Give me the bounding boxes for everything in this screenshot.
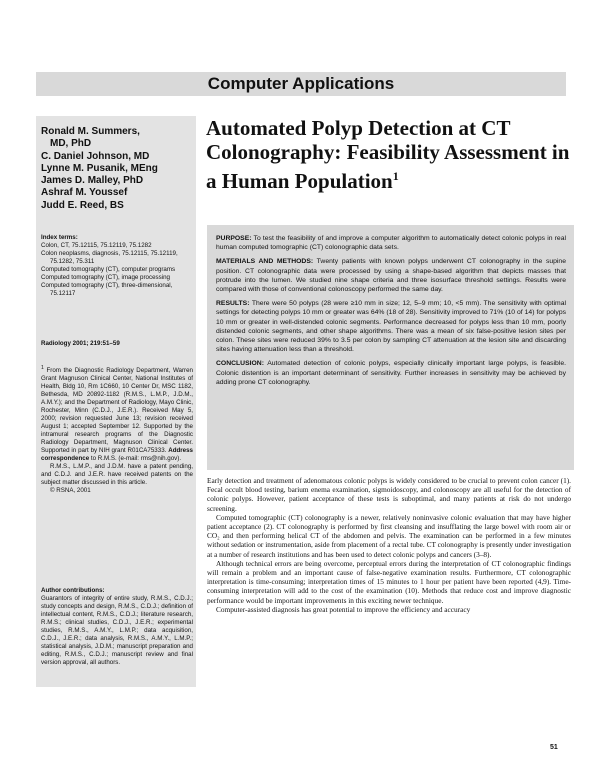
author-line: Ronald M. Summers, bbox=[41, 126, 140, 137]
index-terms-heading: Index terms: bbox=[41, 234, 78, 241]
abstract-paragraph bbox=[216, 299, 566, 354]
author-line: MD, PhD bbox=[50, 138, 92, 150]
abstract-text: Automated detection of colonic polyps, especially clinically important large polyps, is feasible. Colonic distention is an important determinant of sensitivity. Further increases in sensitivity may be achieved by adding prone CT colonography. bbox=[216, 360, 567, 386]
abstract-text: To test the feasibility of and improve a computer algorithm to automatically detect colonic polyps in real human computed tomographic (CT) colonographic data sets. bbox=[216, 235, 567, 252]
section-title: Computer Applications bbox=[207, 74, 395, 93]
author-line: James D. Malley, PhD bbox=[41, 175, 144, 187]
index-term: Computed tomography (CT), three-dimensional, 75.12117 bbox=[41, 282, 173, 297]
affiliation-text: From the Diagnostic Radiology Department, Warren Grant Magnuson Clinical Center, National Institutes of Health, Bldg 10, Rm 1C660, 10 Center Dr, MSC 1182, Bethesda, MD 20892-1182 (R.M.S., L.M.P., J.D.M., A.M.Y.); and the Department of Radiology, Mayo Clinic, Rochester, Minn (C.D.J., J.E.R.). Received May 5, 2000; revision requested June 13; revision received August 1; accepted September 12. Supported by the intramural research programs of the Diagnostic Radiology Department, Magnuson Clinical Center. Supported in part by NIH grant R01CA75333. bbox=[41, 367, 193, 455]
body-paragraph: Computer-assisted diagnosis has great potential to improve the efficiency and accuracy bbox=[216, 604, 471, 614]
abstract-paragraph bbox=[216, 234, 566, 252]
abstract-label: PURPOSE: bbox=[216, 235, 252, 242]
contributions-heading: Author contributions: bbox=[41, 587, 105, 594]
author-line: Ashraf M. Youssef bbox=[41, 187, 128, 199]
abstract bbox=[216, 234, 566, 392]
article-title-text: Automated Polyp Detection at CT Colonography: Feasibility Assessment in a Human Population bbox=[206, 116, 570, 193]
body-paragraph: Early detection and treatment of adenomatous colonic polyps is widely considered to be crucial to prevent colon cancer (1). Fecal occult blood testing, barium enema examination, sigmoidoscopy, and colonoscopy are all useful for the detection of colonic polyps. However, patient acceptance of these tests is suboptimal, and many patients at risk do not undergo screening. bbox=[207, 476, 571, 513]
correspondence-text: to R.M.S. (e-mail: rms@nih.gov). bbox=[90, 455, 182, 463]
article-title bbox=[206, 116, 576, 193]
index-term: Computed tomography (CT), computer programs bbox=[41, 266, 176, 273]
article-body bbox=[207, 476, 571, 614]
citation: Radiology 2001; 219:51–59 bbox=[41, 340, 120, 347]
index-term: Colon neoplasms, diagnosis, 75.12115, 75.12119, 75.1282, 75.311 bbox=[41, 250, 178, 265]
abstract-text: Twenty patients with known polyps underwent CT colonography in the supine position. CT colonographic data were processed by using a shape-based algorithm that depicts masses that protrude into the lumen. We studied nine shape criteria and three isosurface threshold settings. Results were compared with those of conventional colonoscopy performed the same day. bbox=[216, 258, 566, 294]
author-line: Lynne M. Pusanik, MEng bbox=[41, 162, 158, 174]
abstract-text: There were 50 polyps (28 were ≥10 mm in size; 12, 5–9 mm; 10, <5 mm). The sensitivity with optimal settings for detecting polyps 10 mm or greater was 64% (18 of 28). Sensitivity improved to 71% (10 of 14) for polyps 10 mm or greater in well-distended colonic segments. Performance decreased for polyps less than 10 mm, poorly distended colonic segments, and other shape algorithms. There was a mean of six false-positive lesion sites per colon. These sites were reduced 39% to 3.5 per colon by sampling CT attenuation at the lesion site and discarding sites having attenuation less than a threshold. bbox=[216, 300, 567, 354]
index-term: Colon, CT, 75.12115, 75.12119, 75.1282 bbox=[41, 242, 152, 249]
disclosure-text: R.M.S., L.M.P., and J.D.M. have a patent pending, and C.D.J. and J.E.R. have received patents on the subject matter discussed in this article. bbox=[41, 463, 193, 487]
author-line: Judd E. Reed, BS bbox=[41, 199, 124, 211]
contributions-text: Guarantors of integrity of entire study, R.M.S., C.D.J.; study concepts and design, R.M.S., C.D.J.; definition of intellectual content, R.M.S., C.D.J.; literature research, R.M.S.; clinical studies, C.D.J., J.E.R.; experimental studies, R.M.S., A.M.Y., L.M.P.; data acquisition, C.D.J., J.E.R.; data analysis, R.M.S., A.M.Y., L.M.P.; statistical analysis, J.D.M.; manuscript preparation and editing, R.M.S., C.D.J.; manuscript review and final version approval, all authors. bbox=[41, 595, 193, 666]
abstract-paragraph bbox=[216, 359, 566, 387]
author-list bbox=[41, 126, 193, 212]
correspondence-label: Address correspondence bbox=[41, 447, 193, 463]
abstract-paragraph bbox=[216, 257, 566, 294]
index-terms bbox=[41, 234, 193, 298]
copyright: © RSNA, 2001 bbox=[50, 487, 91, 495]
affiliation-note bbox=[41, 364, 193, 495]
abstract-label: RESULTS: bbox=[216, 300, 250, 308]
author-contributions bbox=[41, 587, 193, 667]
abstract-label: MATERIALS AND METHODS: bbox=[216, 258, 314, 266]
author-line: C. Daniel Johnson, MD bbox=[41, 150, 150, 162]
body-paragraph: Computed tomographic (CT) colonography is a newer, relatively noninvasive colonic evaluation that may have higher patient acceptance (2). CT colonography is performed by first cleansing and insufflating the large bowel with room air or CO₂ and then performing helical CT of the abdomen and pelvis. The examination can be performed in a few minutes without sedation or instrumentation, aside from placement of a rectal tube. CT colonography is presently under investigation at a number of research institutions and has been used to detect colonic polyps and cancers (3–8). bbox=[207, 512, 571, 559]
title-footnote-marker: 1 bbox=[392, 169, 399, 183]
body-paragraph: Although technical errors are being overcome, perceptual errors during the interpretation of CT colonographic findings will remain a problem and an important cause of false-negative examination results. Furthermore, CT colonographic interpretation is time-consuming; interpretation times of 15 minutes to 1 hour per patient have been reported (4,9). Time-consuming interpretation will add to the cost of the examination (10). Methods that reduce cost and improve diagnostic performance would be important improvements in this exciting newer technique. bbox=[207, 558, 571, 605]
page-number: 51 bbox=[550, 744, 558, 751]
index-term: Computed tomography (CT), image processing bbox=[41, 274, 170, 281]
footnote-marker: 1 bbox=[41, 365, 44, 371]
abstract-label: CONCLUSION: bbox=[216, 360, 264, 368]
